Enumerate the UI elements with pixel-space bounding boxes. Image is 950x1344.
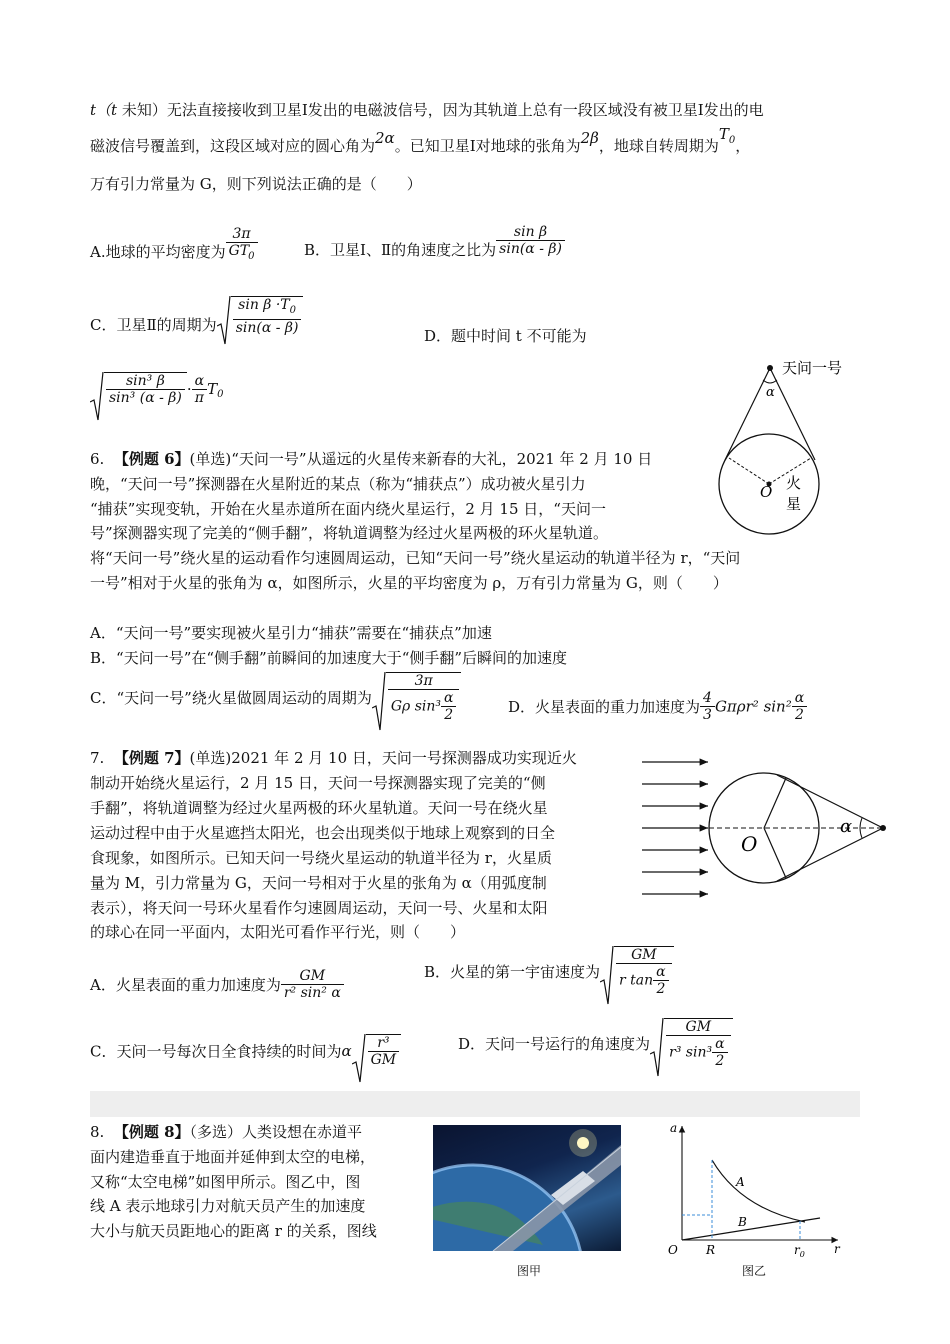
q7-line-2: 制动开始绕火星运行，2 月 15 日，天问一号探测器实现了完美的“侧	[90, 774, 546, 792]
label-alpha: α	[766, 385, 775, 400]
option-label: A．火星表面的重力加速度为	[90, 976, 281, 994]
radical-sign	[352, 1034, 366, 1084]
q7-option-a	[90, 968, 344, 1001]
fraction-den	[388, 690, 460, 723]
label-R: R	[706, 1243, 716, 1257]
tangent-lower	[777, 828, 883, 881]
q8-line-1	[90, 1122, 362, 1142]
radius-lower	[764, 828, 786, 878]
intro-line-2	[90, 125, 751, 163]
radical-sign	[600, 946, 614, 1006]
option-label: B．火星的第一宇宙速度为	[424, 963, 601, 981]
label-mars-2: 星	[786, 495, 802, 513]
sqrt	[90, 372, 187, 406]
fraction	[653, 964, 668, 997]
label-mars-1: 火	[786, 474, 802, 492]
label-O: O	[741, 832, 758, 856]
fraction-den: π	[194, 389, 204, 406]
question-number: 6.	[90, 450, 105, 468]
label-probe: 天问一号	[782, 359, 843, 377]
line-B	[682, 1218, 820, 1240]
label-r: r	[834, 1242, 840, 1256]
radius-dashed-left	[729, 458, 769, 484]
sqrt	[217, 296, 304, 336]
q6-line-6: 一号”相对于火星的张角为 α，如图所示，火星的平均密度为 ρ，万有引力常量为 G，则（ ）	[90, 574, 728, 592]
fraction-num: 4	[700, 690, 715, 707]
fraction	[496, 224, 565, 257]
radical-sign	[217, 296, 231, 346]
den-sub: 0	[248, 250, 255, 262]
fraction-den: sin(α - β)	[499, 241, 562, 257]
q5-option-a	[90, 226, 258, 265]
fraction-den: 2	[715, 1053, 725, 1069]
fraction-den: sin³ (α - β)	[109, 390, 182, 406]
intro-text: 未知）无法直接接收到卫星Ⅰ发出的电磁波信号，因为其轨道上总有一段区域没有被卫星Ⅰ发出的电	[117, 101, 764, 119]
alpha: α	[341, 1042, 352, 1060]
label-r0-sub: 0	[799, 1250, 805, 1258]
fraction-den	[226, 243, 258, 265]
intro-line-3: 万有引力常量为 G，则下列说法正确的是（ ）	[90, 175, 422, 193]
fraction-den: 3	[703, 707, 712, 723]
q7-line-8: 的球心在同一平面内，太阳光可看作平行光，则（ ）	[90, 923, 466, 941]
tangent-line-right	[770, 368, 815, 460]
num-text: sin β ·T	[238, 297, 290, 313]
den-text: GT	[228, 243, 250, 259]
intro-text: 磁波信号覆盖到，这段区域对应的圆心角为	[90, 137, 376, 155]
label-O: O	[760, 483, 773, 501]
label-line-B: B	[738, 1215, 747, 1229]
q8-line-3: 又称“太空电梯”如图甲所示。图乙中，图	[90, 1173, 361, 1191]
q7-line-3: 手翻”，将轨道调整为经过火星两极的环火星轨道。天问一号在绕火星	[90, 799, 548, 817]
sqrt	[372, 672, 462, 723]
probe-dot	[880, 825, 886, 831]
curve-A	[712, 1160, 805, 1222]
radical-sign	[372, 672, 386, 732]
q6-line-4: 号”探测器实现了完美的“侧手翻”，将轨道调整为经过火星两极的环火星轨道。	[90, 524, 609, 542]
intro-text: 。已知卫星Ⅰ对地球的张角为	[394, 137, 581, 155]
radius-upper	[764, 778, 786, 828]
fraction-num: α	[192, 373, 207, 390]
period-sub: 0	[728, 135, 736, 146]
fraction-num: GM	[666, 1019, 731, 1036]
q5-option-b	[304, 224, 565, 257]
caption-figure-a: 图甲	[517, 1264, 542, 1278]
expr: Gπρr² sin²	[714, 697, 792, 716]
sqrt	[352, 1034, 402, 1068]
fraction	[616, 947, 672, 997]
fraction	[712, 1036, 727, 1069]
q5-option-c	[90, 296, 303, 336]
fraction	[441, 690, 456, 723]
q5-option-d-expr: $\frac{\text{sin³ β}}{\text{sin³ (α - β)}}$ · $\frac{\alpha}{\pi}$ $T_0$	[90, 372, 223, 406]
sunlight-arrows	[642, 762, 708, 894]
fraction	[226, 226, 258, 265]
fraction-num: α	[792, 690, 807, 707]
fraction	[233, 297, 302, 336]
period-T: T	[718, 125, 729, 143]
question-number: 8.	[90, 1123, 105, 1141]
period-T: T	[207, 380, 218, 398]
fraction	[666, 1019, 731, 1069]
question-text: (单选)“天问一号”从遥远的火星传来新春的大礼，2021 年 2 月 10 日	[189, 450, 653, 468]
intro-line-1	[90, 100, 764, 120]
option-label: C．天问一号每次日全食持续的时间为	[90, 1042, 342, 1061]
fraction-den: 2	[795, 707, 804, 723]
label-r0-main: r	[794, 1243, 800, 1257]
q6-line-1	[90, 449, 652, 469]
q8-line-5: 大小与航天员距地心的距离 r 的关系，图线	[90, 1222, 377, 1240]
angle-arc	[763, 380, 777, 383]
fraction-num: GM	[616, 947, 672, 964]
fraction	[281, 968, 344, 1001]
radical-sign	[650, 1018, 664, 1078]
fraction	[388, 673, 460, 723]
period-sub: 0	[217, 389, 224, 400]
fraction-num: 3π	[388, 673, 460, 690]
option-label: A.地球的平均密度为	[90, 243, 226, 262]
intro-var-t: t	[111, 101, 118, 119]
probe-dot	[767, 365, 773, 371]
q7-line-5: 食现象，如图所示。已知天问一号绕火星运动的轨道半径为 r，火星质	[90, 849, 552, 867]
angle-2alpha: 2α	[375, 129, 395, 147]
fraction-num: r³	[368, 1035, 400, 1052]
fraction-den	[616, 964, 672, 997]
fraction-num: GM	[281, 968, 344, 985]
q6-line-3: “捕获”实现变轨，开始在火星赤道所在面内绕火星运行，2 月 15 日，“天问一	[90, 500, 606, 518]
label-a: a	[670, 1121, 678, 1135]
fraction-den: 2	[656, 981, 666, 997]
label-O: O	[668, 1243, 678, 1257]
q7-line-7: 表示），将天问一号环火星看作匀速圆周运动，天问一号、火星和太阳	[90, 899, 548, 917]
option-label: C．卫星Ⅱ的周期为	[90, 315, 217, 334]
option-label: B．卫星Ⅰ、Ⅱ的角速度之比为	[304, 240, 497, 259]
fraction-num: sin β	[496, 224, 565, 241]
fraction-num: α	[653, 964, 668, 981]
fraction-den: r² sin² α	[283, 985, 341, 1001]
sqrt	[650, 1018, 733, 1069]
q6-figure	[712, 356, 862, 536]
fraction-den: GM	[370, 1052, 397, 1068]
q7-figure	[640, 748, 890, 918]
q8-line-4: 线 A 表示地球引力对航天员产生的加速度	[90, 1197, 366, 1215]
q7-line-6: 量为 M，引力常量为 G，天问一号相对于火星的张角为 α（用弧度制	[90, 874, 547, 892]
label-alpha: α	[840, 816, 853, 837]
fraction-num: α	[441, 690, 456, 707]
fraction-den	[666, 1036, 731, 1069]
angle-2beta: 2β	[580, 129, 599, 147]
question-text: （多选）人类设想在赤道平	[189, 1123, 363, 1141]
q7-option-d	[458, 1018, 733, 1069]
fraction-num: 3π	[226, 226, 258, 243]
den-text: r tan	[619, 972, 654, 989]
caption-figure-b: 图乙	[742, 1264, 767, 1278]
intro-text: ，	[735, 137, 751, 155]
option-label: D．天问一号运行的角速度为	[458, 1035, 651, 1053]
question-tag: 【例题 6】	[113, 450, 190, 468]
q6-option-a: A．“天问一号”要实现被火星引力“捕获”需要在“捕获点”加速	[90, 624, 492, 642]
fraction-den: sin(α - β)	[235, 319, 299, 336]
q5-option-d: D．题中时间 t 不可能为	[424, 327, 587, 345]
q6-line-2: 晚，“天问一号”探测器在火星附近的某点（称为“捕获点”）成功被火星引力	[90, 475, 586, 493]
fraction-den: 2	[444, 707, 454, 723]
question-tag: 【例题 7】	[113, 749, 190, 767]
section-divider-band	[90, 1091, 860, 1117]
num-sub: 0	[289, 304, 296, 316]
space-elevator-illustration	[433, 1125, 621, 1251]
space-elevator-photo	[433, 1125, 621, 1251]
fraction	[106, 373, 185, 406]
intro-text: t（	[90, 101, 112, 119]
option-label: D．火星表面的重力加速度为	[508, 698, 701, 716]
fraction	[192, 373, 207, 406]
question-number: 7.	[90, 749, 105, 767]
fraction-num: α	[712, 1036, 727, 1053]
fraction	[700, 690, 715, 723]
tangent-upper	[777, 775, 883, 828]
q7-line-4: 运动过程中由于火星遮挡太阳光，也会出现类似于地球上观察到的日全	[90, 824, 556, 842]
label-r0	[794, 1243, 805, 1258]
question-tag: 【例题 8】	[113, 1123, 190, 1141]
fraction-num: sin³ β	[106, 373, 185, 390]
tangent-line-left	[725, 368, 770, 460]
q8-line-2: 面内建造垂直于地面并延伸到太空的电梯，	[90, 1148, 376, 1166]
option-label: C．“天问一号”绕火星做圆周运动的周期为	[90, 689, 372, 707]
q6-option-b: B．“天问一号”在“侧手翻”前瞬间的加速度大于“侧手翻”后瞬间的加速度	[90, 649, 568, 667]
q7-option-b	[424, 946, 674, 997]
fraction	[368, 1035, 400, 1068]
q7-option-c	[90, 1034, 401, 1068]
q7-line-1	[90, 748, 577, 768]
fraction-num	[233, 297, 302, 320]
radical-sign	[90, 372, 104, 422]
q6-option-d	[508, 690, 807, 723]
q8-graph	[660, 1118, 850, 1258]
q6-line-5: 将“天问一号”绕火星的运动看作匀速圆周运动，已知“天问一号”绕火星运动的轨道半径为 r，“天问	[90, 549, 741, 567]
q6-option-c	[90, 672, 461, 723]
sqrt	[600, 946, 674, 997]
intro-text: ，地球自转周期为	[598, 137, 719, 155]
label-curve-A: A	[736, 1175, 745, 1189]
question-text: (单选)2021 年 2 月 10 日，天问一号探测器成功实现近火	[189, 749, 577, 767]
den-text: Gρ sin³	[390, 698, 441, 715]
fraction	[792, 690, 807, 723]
den-text: r³ sin³	[669, 1044, 713, 1061]
